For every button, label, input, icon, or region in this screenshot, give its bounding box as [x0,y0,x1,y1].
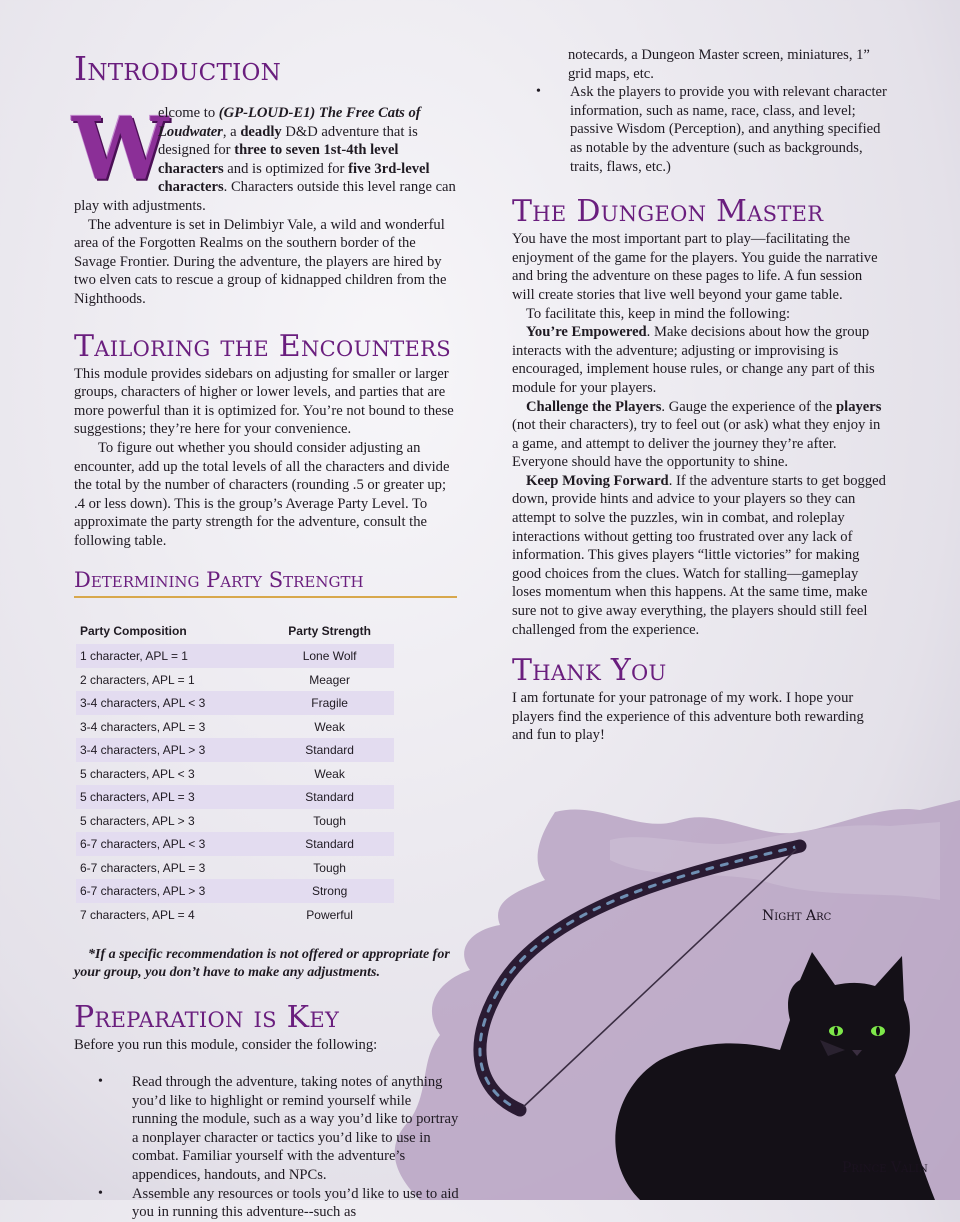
tailoring-heading: Tailoring the Encounters [74,328,451,364]
cell-composition: 3-4 characters, APL = 3 [80,719,206,734]
dm-heading: The Dungeon Master [512,194,824,230]
strength-heading: Determining Party Strength [74,566,457,598]
cell-composition: 6-7 characters, APL > 3 [76,879,265,903]
cell-composition: 5 characters, APL < 3 [80,766,195,781]
intro-paragraph [72,99,459,216]
bow-caption: Night Arc [762,908,832,924]
right-column [512,48,887,745]
cell-strength: Tough [313,813,346,828]
intro-heading: Introduction [74,49,282,88]
tailoring-paragraph-1: This module provides sidebars on adjusting for smaller or larger groups, characters of higher or lower levels, and parties that are more powerful than it is optimized for. You’re not bound to these suggestions; they’re here for your convenience. [74,365,454,438]
intro-section [72,99,459,309]
empowered-label: You’re Empowered [526,324,647,341]
column-header-strength: Party Strength [288,623,371,638]
party-strength-table [76,622,394,926]
cell-composition: 3-4 characters, APL < 3 [76,691,265,715]
table-header-row [76,622,394,644]
tailoring-paragraph-2: To figure out whether you should consider adjusting an encounter, add up the total levels of all the characters and divide the total by the number of characters (rounding .5 or greater up; .4 or less down). This is the group’s Average Party Level. To approximate the party strength for the adventure, consult the following table. [74,439,450,549]
challenge-text-a: . Gauge the experience of the [661,398,837,415]
cell-strength: Meager [309,672,350,687]
table-row [76,644,394,668]
cell-strength: Powerful [306,907,353,922]
cell-strength: Standard [265,832,394,856]
cell-strength: Standard [265,785,394,809]
dm-paragraph-1: You have the most important part to play—facilitating the enjoyment of the game for the players. You guide the narrative and bring the adventure on these pages to life. A fun session will create stories that live well beyond your game table. [512,231,878,303]
cell-strength: Tough [313,860,346,875]
intro-text-b: , a [222,123,241,140]
cell-strength: Weak [314,719,345,734]
cell-composition: 5 characters, APL > 3 [80,813,195,828]
intro-text-e: . Characters outside this level range can play with adjustments. [74,179,456,214]
table-row [76,809,394,833]
prep-bullet-continued: notecards, a Dungeon Master screen, miniatures, 1” grid maps, etc. [568,47,870,82]
table-row [76,785,394,809]
table-row [76,903,394,927]
prep-intro: Before you run this module, consider the following: [74,1037,378,1054]
cell-strength: Lone Wolf [265,644,394,668]
table-row [76,738,394,762]
column-header-composition: Party Composition [80,623,187,638]
challenge-paragraph [512,398,887,472]
level-range: three to seven 1st-4th level characters [158,142,399,177]
list-item: • Assemble any resources or tools you’d like to use to aid you in running this adventure--such as [98,1185,459,1222]
prep-list [98,1073,459,1222]
cell-composition: 5 characters, APL = 3 [76,785,265,809]
intro-text-a: elcome to [158,105,219,121]
empowered-paragraph [512,323,887,397]
table-row [76,668,394,692]
challenge-text-b: (not their characters), try to feel out (or ask) what they enjoy in a game, and attempt to deliver the journey they’re after. Everyone should have the opportunity to shine. [512,417,881,471]
list-item: • Ask the players to provide you with relevant character information, such as name, race, class, and level; passive Wisdom (Perception), and anything specified as notable by the adventure (such as backgrounds, traits, flaws, etc.) [536,83,887,176]
table-row [76,856,394,880]
cell-composition: 3-4 characters, APL > 3 [76,738,265,762]
cell-composition: 7 characters, APL = 4 [80,907,195,922]
setting-paragraph: The adventure is set in Delimbiyr Vale, a wild and wonderful area of the Forgotten Realms on the southern border of the Savage Frontier. During the adventure, the players are hired by two elven cats to rescue a group of kidnapped children from the Nighthoods. [74,216,447,307]
table-footnote: *If a specific recommendation is not offered or appropriate for your group, you don’t have to make any adjustments. [74,947,450,981]
prep-list-continued [536,83,887,176]
cell-strength: Standard [265,738,394,762]
cat-caption: Prince Valin [842,1160,928,1176]
table-body [76,644,394,926]
cell-strength: Strong [265,879,394,903]
forward-paragraph [512,472,887,639]
forward-label: Keep Moving Forward [526,472,669,489]
list-item: • Read through the adventure, taking notes of anything you’d like to highlight or remind yourself while running the module, such as a way you’d like to portray a nonplayer character or tactics you’d like to use in combat. Familiar yourself with the adventure’s appendices, handouts, and NPCs. [98,1073,459,1185]
thanks-paragraph: I am fortunate for your patronage of my work. I hope your players find the experience of this adventure both rewarding and fun to play! [512,690,864,744]
cell-composition: 2 characters, APL = 1 [80,672,195,687]
dropcap-letter: W [72,99,169,200]
forward-text: . If the adventure starts to get bogged down, provide hints and advice to your players so they can attempt to solve the puzzles, win in combat, and roleplay interactions without getting too frustrated over any lack of information. This gives players “little victories” for making good choices from the clues. Watch for stalling—gameplay loses momentum when this happens. At the same time, make sure not to give away everything, the players should still feel challenged from the experience. [512,472,886,638]
table-row [76,832,394,856]
challenge-players-word: players [836,398,882,415]
adventure-title: (GP-LOUD-E1) The Free Cats of Loudwater [158,105,421,140]
table-row [76,715,394,739]
thanks-heading: Thank You [512,653,667,689]
table-row [76,879,394,903]
intro-text-c: D&D adventure that is designed for [158,123,418,159]
table-row [76,691,394,715]
cell-composition: 1 character, APL = 1 [76,644,265,668]
empowered-text: . Make decisions about how the group interacts with the adventure; adjusting or improvising is encouraged, implement house rules, or change any part of this module for your players. [512,324,875,396]
optimized-party: five 3rd-level characters [158,160,430,196]
challenge-label: Challenge the Players [526,398,662,415]
prep-heading: Preparation is Key [74,1000,340,1036]
intro-text-d: and is optimized for [223,160,349,177]
cell-composition: 6-7 characters, APL = 3 [80,860,206,875]
cell-strength: Fragile [265,691,394,715]
cell-composition: 6-7 characters, APL < 3 [76,832,265,856]
left-column [74,48,459,1222]
cell-strength: Weak [314,766,345,781]
difficulty-word: deadly [240,123,282,140]
dm-paragraph-2: To facilitate this, keep in mind the following: [526,305,791,322]
table-row [76,762,394,786]
